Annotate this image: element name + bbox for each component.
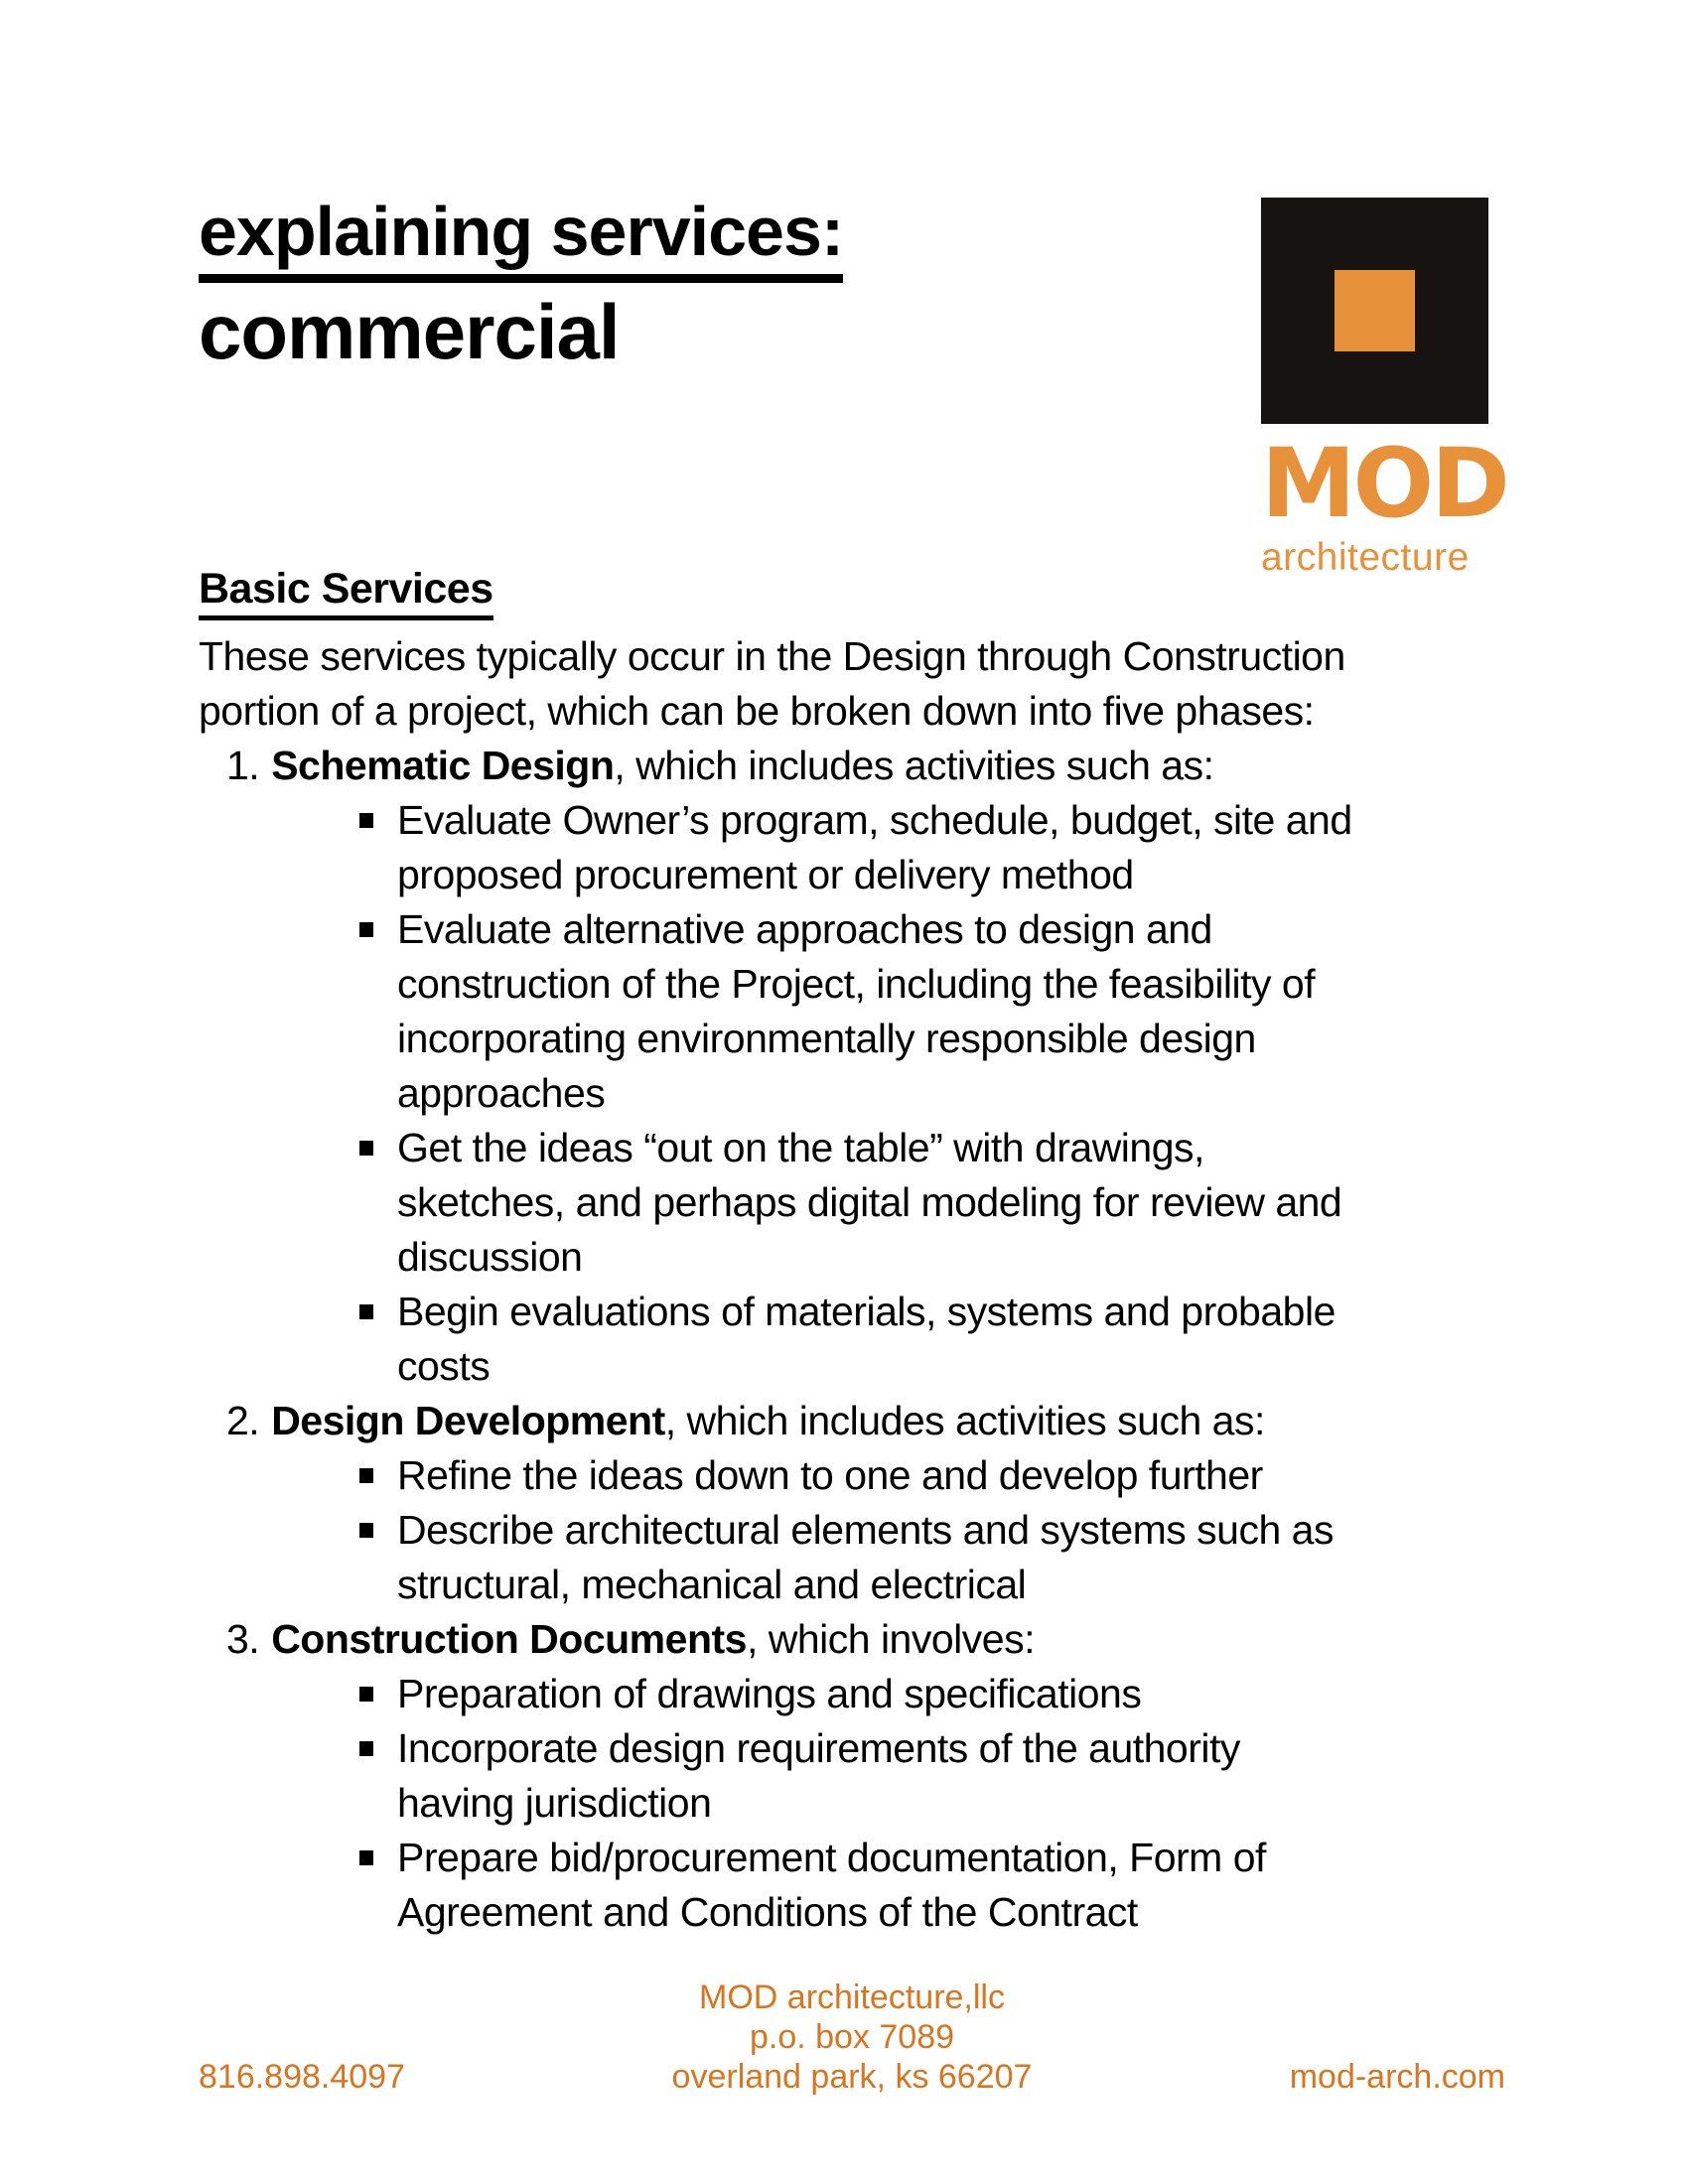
list-item-title: Design Development xyxy=(271,1398,665,1443)
bullet-item xyxy=(359,1721,1360,1831)
bullet-text: Preparation of drawings and specifications xyxy=(397,1671,1142,1716)
bullet-text: Refine the ideas down to one and develop further xyxy=(397,1452,1263,1498)
footer-company: MOD architecture,llc xyxy=(699,1979,1005,2016)
list-item-rest: , which involves: xyxy=(746,1616,1035,1662)
list-item-title: Schematic Design xyxy=(271,743,615,788)
list-item-number: 1. xyxy=(226,743,260,788)
footer-po-box: p.o. box 7089 xyxy=(749,2018,955,2056)
title-line-2: commercial xyxy=(199,288,620,375)
bullet-text: Evaluate alternative approaches to design and construction of the Project, including the feasibility of incorporating environmentally responsible design approaches xyxy=(397,906,1316,1116)
list-item-rest: , which includes activities such as: xyxy=(664,1398,1265,1443)
bullet-text: Incorporate design requirements of the authority having jurisdiction xyxy=(397,1725,1240,1826)
bullet-text: Describe architectural elements and systems such as structural, mechanical and electrical xyxy=(397,1507,1334,1607)
bullet-item xyxy=(359,1667,1360,1721)
footer-phone: 816.898.4097 xyxy=(199,2058,405,2096)
bullet-text: Prepare bid/procurement documentation, Form of Agreement and Conditions of the Contract xyxy=(397,1835,1266,1935)
bullet-item xyxy=(359,1448,1360,1503)
bullet-item xyxy=(359,902,1360,1121)
square-bullet-icon xyxy=(359,1850,373,1865)
footer-address-block xyxy=(672,1978,1033,2097)
bullet-text: Evaluate Owner’s program, schedule, budget, site and proposed procurement or delivery method xyxy=(397,797,1352,897)
logo-subtitle: architecture xyxy=(1261,536,1470,579)
basic-services-section xyxy=(199,562,1569,1940)
footer-website: mod-arch.com xyxy=(1289,2058,1505,2096)
list-item-2 xyxy=(226,1394,1569,1448)
bullet-item xyxy=(359,1831,1360,1940)
bullet-text: Get the ideas “out on the table” with drawings, sketches, and perhaps digital modeling for review and discussion xyxy=(397,1125,1342,1280)
bullet-item xyxy=(359,1285,1360,1394)
bullet-item xyxy=(359,793,1360,902)
bullet-text: Begin evaluations of materials, systems and probable costs xyxy=(397,1289,1336,1389)
footer-city: overland park, ks 66207 xyxy=(671,2058,1033,2096)
list-item-3 xyxy=(226,1612,1569,1667)
title-line-1: explaining services: xyxy=(199,197,843,283)
logo-wordmark: MOD xyxy=(1261,428,1507,539)
list-item-1 xyxy=(226,739,1569,793)
section-heading: Basic Services xyxy=(199,568,493,620)
list-item-rest: , which includes activities such as: xyxy=(614,743,1214,788)
section-intro: These services typically occur in the Design through Construction portion of a project, which can be broken down into five phases: xyxy=(199,633,1345,734)
page-title xyxy=(199,193,844,375)
bullet-item xyxy=(359,1121,1360,1285)
list-item-title: Construction Documents xyxy=(271,1616,747,1662)
mod-architecture-logo xyxy=(1261,198,1507,579)
logo-orange-square-icon xyxy=(1335,270,1415,351)
list-item-number: 2. xyxy=(226,1398,260,1443)
page-footer xyxy=(199,1978,1505,2097)
logo-black-square-icon xyxy=(1261,198,1488,424)
square-bullet-icon xyxy=(359,1523,373,1538)
square-bullet-icon xyxy=(359,922,373,937)
square-bullet-icon xyxy=(359,1141,373,1156)
square-bullet-icon xyxy=(359,1468,373,1483)
square-bullet-icon xyxy=(359,1304,373,1319)
square-bullet-icon xyxy=(359,1741,373,1756)
square-bullet-icon xyxy=(359,1687,373,1702)
square-bullet-icon xyxy=(359,813,373,828)
bullet-item xyxy=(359,1503,1360,1612)
list-item-number: 3. xyxy=(226,1616,260,1662)
